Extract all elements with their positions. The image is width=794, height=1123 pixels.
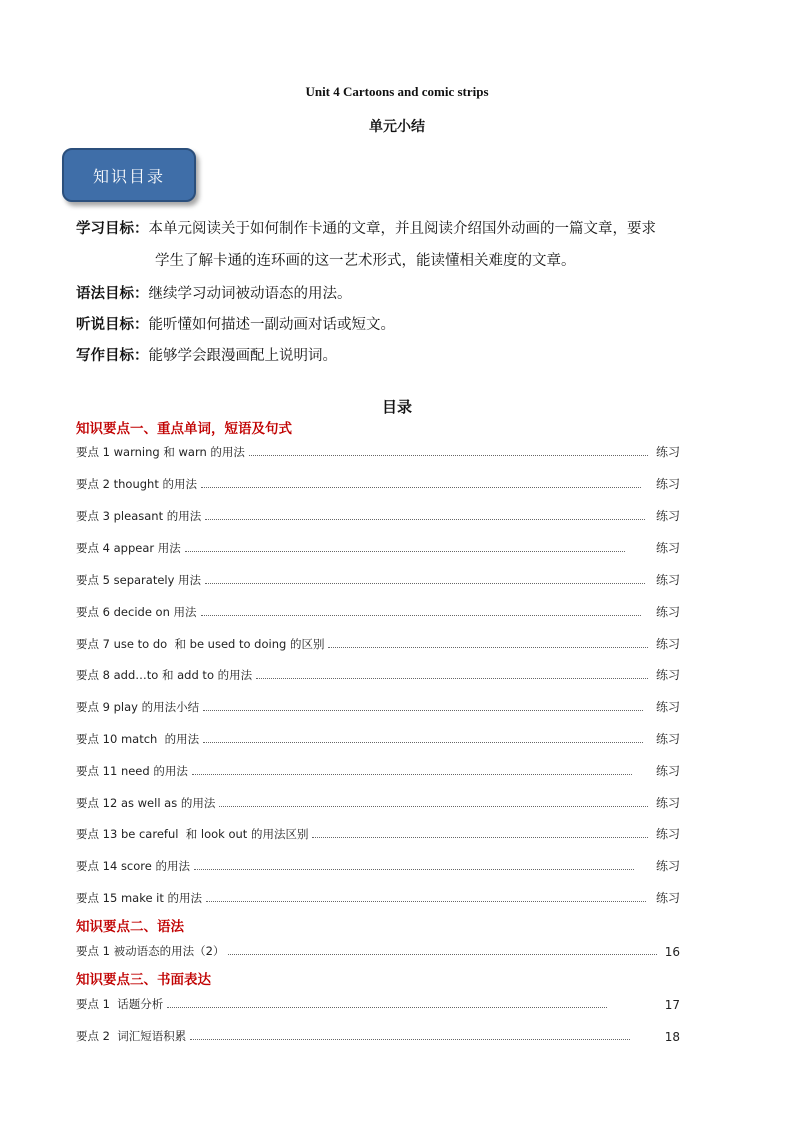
goal-text: 本单元阅读关于如何制作卡通的文章，并且阅读介绍国外动画的一篇文章，要求 — [148, 221, 656, 237]
toc-item[interactable] — [76, 941, 680, 959]
toc-item-text: 要点 2 词汇短语积累 — [76, 1029, 187, 1043]
toc-item[interactable] — [76, 824, 680, 842]
leader-dots — [219, 805, 648, 807]
goal-text: 能听懂如何描述一副动画对话或短文。 — [148, 317, 395, 333]
toc-item-text: 要点 5 separately 用法 — [76, 573, 202, 587]
toc-item-text: 要点 1 话题分析 — [76, 997, 164, 1011]
toc-item[interactable] — [76, 729, 680, 747]
leader-dots — [203, 741, 643, 743]
toc-item-text: 要点 8 add…to 和 add to 的用法 — [76, 668, 253, 682]
toc-item-text: 要点 11 need 的用法 — [76, 764, 188, 778]
toc-item-page: 练习 — [655, 827, 680, 841]
toc-item[interactable] — [76, 602, 680, 620]
leader-dots — [249, 454, 648, 456]
toc-item-text: 要点 9 play 的用法小结 — [76, 700, 200, 714]
leader-dots — [328, 646, 648, 648]
toc-item-page: 练习 — [655, 605, 680, 619]
toc-item[interactable] — [76, 697, 680, 715]
leader-dots — [194, 868, 634, 870]
toc-item-text: 要点 7 use to do 和 be used to doing 的区别 — [76, 637, 325, 651]
toc-item[interactable] — [76, 474, 680, 492]
goal-label: 学习目标： — [76, 221, 149, 237]
leader-dots — [192, 773, 632, 775]
goal-label: 听说目标： — [76, 317, 149, 333]
goal-label: 语法目标： — [76, 286, 149, 302]
leader-dots — [201, 486, 641, 488]
toc-item-page: 练习 — [655, 573, 680, 587]
toc-item-text: 要点 14 score 的用法 — [76, 859, 190, 873]
toc-item-text: 要点 3 pleasant 的用法 — [76, 509, 202, 523]
toc-item-page: 17 — [664, 998, 680, 1012]
toc-item-page: 练习 — [655, 637, 680, 651]
leader-dots — [206, 900, 646, 902]
toc-item-text: 要点 12 as well as 的用法 — [76, 796, 216, 810]
toc-item[interactable] — [76, 442, 680, 460]
toc-item-page: 练习 — [655, 764, 680, 778]
leader-dots — [205, 518, 645, 520]
badge-label: 知识目录 — [92, 166, 165, 186]
toc-item-page: 练习 — [655, 445, 680, 459]
toc-section-heading: 知识要点二、语法 — [76, 919, 184, 935]
goal-text: 能够学会跟漫画配上说明词。 — [148, 348, 337, 364]
toc-item-text: 要点 1 被动语态的用法（2） — [76, 944, 225, 958]
toc-item-page: 16 — [664, 945, 680, 959]
toc-item[interactable] — [76, 538, 680, 556]
toc-item-page: 练习 — [655, 477, 680, 491]
toc-item[interactable] — [76, 994, 680, 1012]
toc-item-text: 要点 4 appear 用法 — [76, 541, 181, 555]
toc-item-text: 要点 6 decide on 用法 — [76, 605, 197, 619]
leader-dots — [205, 582, 645, 584]
leader-dots — [256, 677, 648, 679]
knowledge-directory-badge — [62, 148, 196, 202]
toc-item-text: 要点 1 warning 和 warn 的用法 — [76, 445, 245, 459]
toc-item[interactable] — [76, 570, 680, 588]
toc-item[interactable] — [76, 793, 680, 811]
document-title: Unit 4 Cartoons and comic strips — [305, 84, 489, 99]
goal-label: 写作目标： — [76, 348, 149, 364]
toc-item-page: 练习 — [655, 891, 680, 905]
toc-item-page: 练习 — [655, 700, 680, 714]
toc-item[interactable] — [76, 761, 680, 779]
leader-dots — [228, 953, 656, 955]
toc-item-page: 练习 — [655, 668, 680, 682]
toc-section-heading: 知识要点三、书面表达 — [76, 972, 211, 988]
leader-dots — [203, 709, 643, 711]
document-subtitle: 单元小结 — [369, 119, 425, 135]
toc-item-text: 要点 2 thought 的用法 — [76, 477, 198, 491]
leader-dots — [167, 1006, 607, 1008]
goal-text: 继续学习动词被动语态的用法。 — [148, 286, 352, 302]
goal-learning-continued: 学生了解卡通的连环画的这一艺术形式，能读懂相关难度的文章。 — [155, 253, 576, 269]
toc-item[interactable] — [76, 634, 680, 652]
toc-item-page: 练习 — [655, 541, 680, 555]
toc-item[interactable] — [76, 506, 680, 524]
leader-dots — [312, 836, 648, 838]
goal-listening-speaking — [76, 315, 395, 335]
leader-dots — [201, 614, 641, 616]
goal-grammar — [76, 284, 352, 304]
toc-section-heading: 知识要点一、重点单词，短语及句式 — [76, 421, 292, 437]
toc-item[interactable] — [76, 888, 680, 906]
toc-item-page: 练习 — [655, 796, 680, 810]
toc-item-text: 要点 10 match 的用法 — [76, 732, 200, 746]
toc-item[interactable] — [76, 856, 680, 874]
goal-learning — [76, 219, 656, 239]
toc-item-text: 要点 13 be careful 和 look out 的用法区别 — [76, 827, 309, 841]
toc-item-page: 18 — [664, 1030, 680, 1044]
leader-dots — [185, 550, 625, 552]
toc-item-page: 练习 — [655, 859, 680, 873]
leader-dots — [190, 1038, 630, 1040]
toc-title: 目录 — [381, 398, 412, 416]
toc-item-page: 练习 — [655, 509, 680, 523]
toc-item-text: 要点 15 make it 的用法 — [76, 891, 203, 905]
toc-item-page: 练习 — [655, 732, 680, 746]
toc-item[interactable] — [76, 1026, 680, 1044]
goal-writing — [76, 346, 337, 366]
toc-item[interactable] — [76, 665, 680, 683]
